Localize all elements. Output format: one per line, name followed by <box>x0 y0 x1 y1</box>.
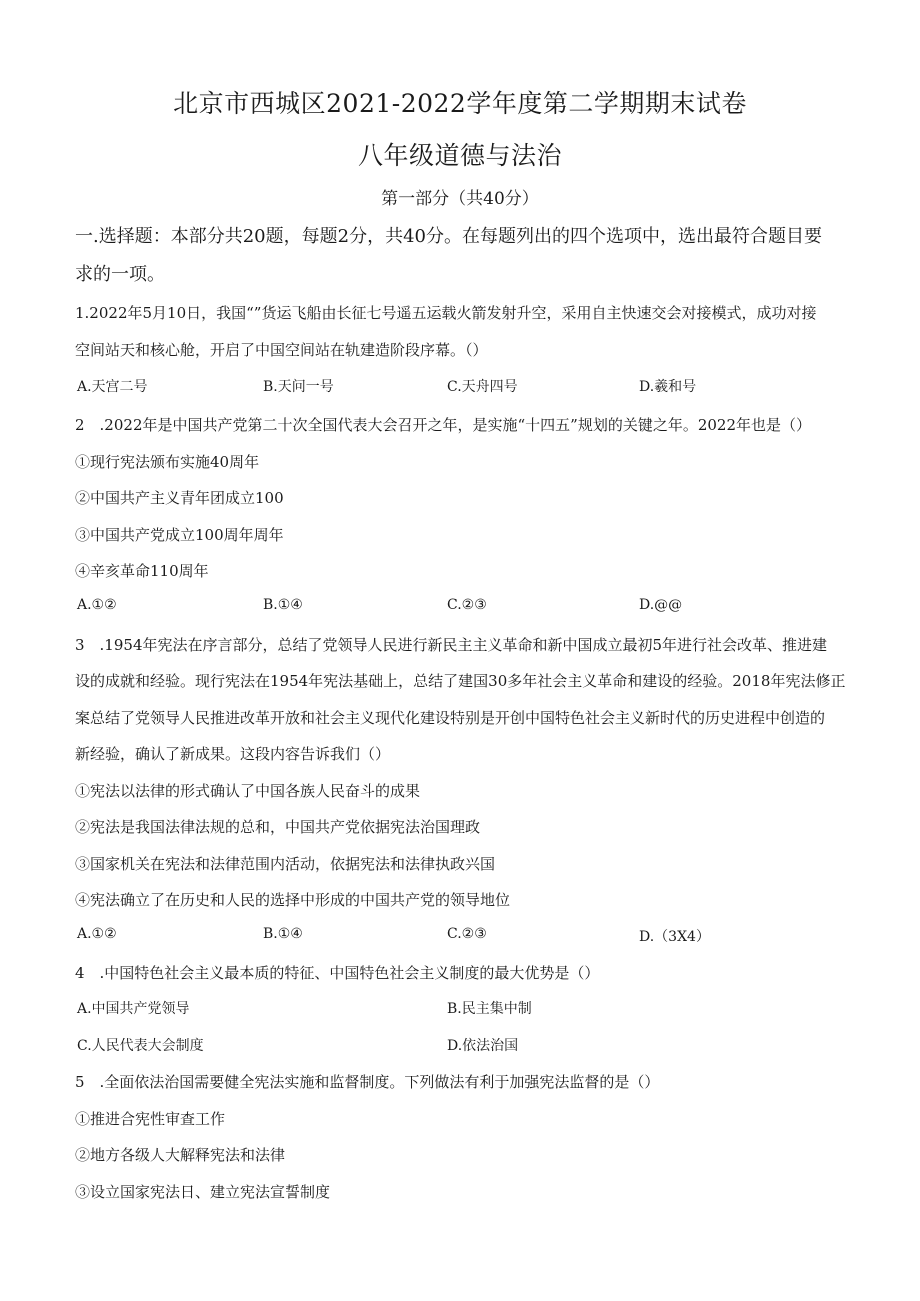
q1-option-c: C.天舟四号 <box>447 379 518 395</box>
q1-stem-line-1: 1.2022年5月10日，我国“”货运飞船由长征七号遥五运载火箭发射升空，采用自主快速交会对接模式，成功对接 <box>75 304 817 322</box>
q4-option-d: D.依法治国 <box>447 1038 519 1054</box>
q4-stem: 4 .中国特色社会主义最本质的特征、中国特色社会主义制度的最大优势是（） <box>75 964 600 982</box>
q3-stem-line-1: 3 .1954年宪法在序言部分，总结了党领导人民进行新民主主义革命和新中国成立最初5年进行社会改革、推进建 <box>75 636 828 654</box>
q1-option-a: A.天宫二号 <box>77 379 148 395</box>
q3-item-2: ②宪法是我国法律法规的总和，中国共产党依据宪法治国理政 <box>75 818 481 836</box>
q3-stem-line-4: 新经验，确认了新成果。这段内容告诉我们（） <box>75 745 391 763</box>
q4-option-c: C.人民代表大会制度 <box>77 1038 204 1054</box>
exam-subtitle: 八年级道德与法治 <box>357 141 562 170</box>
q2-option-d: D.@@ <box>639 597 683 613</box>
q2-option-b: B.①④ <box>263 597 303 613</box>
q3-stem-line-3: 案总结了党领导人民推进改革开放和社会主义现代化建设特别是开创中国特色社会主义新时代的历史进程中创造的 <box>75 709 826 727</box>
q2-option-a: A.①② <box>77 597 117 613</box>
q3-option-d: D.（3X4） <box>639 929 710 945</box>
q1-stem-line-2: 空间站天和核心舱，开启了中国空间站在轨建造阶段序幕。（） <box>75 341 488 359</box>
q1-option-d: D.羲和号 <box>639 379 697 395</box>
part-heading: 第一部分（共40分） <box>381 189 539 209</box>
q4-option-a: A.中国共产党领导 <box>77 1001 190 1017</box>
exam-title: 北京市西城区2021-2022学年度第二学期期末试卷 <box>173 89 747 118</box>
q3-item-3: ③国家机关在宪法和法律范围内活动，依据宪法和法律执政兴国 <box>75 855 496 873</box>
q2-item-2: ②中国共产主义青年团成立100 <box>75 489 284 507</box>
q3-option-c: C.②③ <box>447 926 487 942</box>
q2-item-1: ①现行宪法颁布实施40周年 <box>75 453 260 471</box>
q2-item-4: ④辛亥革命110周年 <box>75 562 209 580</box>
q2-item-3: ③中国共产党成立100周年周年 <box>75 526 284 544</box>
section-instructions-line-1: 一.选择题：本部分共20题，每题2分，共40分。在每题列出的四个选项中，选出最符合题目要 <box>75 226 822 247</box>
q3-option-b: B.①④ <box>263 926 303 942</box>
q2-stem: 2 .2022年是中国共产党第二十次全国代表大会召开之年，是实施“十四五”规划的关键之年。2022年也是（） <box>75 416 812 434</box>
q5-item-1: ①推进合宪性审查工作 <box>75 1110 226 1128</box>
q3-item-1: ①宪法以法律的形式确认了中国各族人民奋斗的成果 <box>75 782 421 800</box>
q3-option-a: A.①② <box>77 926 117 942</box>
q3-item-4: ④宪法确立了在历史和人民的选择中形成的中国共产党的领导地位 <box>75 891 511 909</box>
q4-option-b: B.民主集中制 <box>447 1001 532 1017</box>
q3-stem-line-2: 设的成就和经验。现行宪法在1954年宪法基础上，总结了建国30多年社会主义革命和建设的经验。2018年宪法修正 <box>75 672 846 690</box>
q5-stem: 5 .全面依法治国需要健全宪法实施和监督制度。下列做法有利于加强宪法监督的是（） <box>75 1073 660 1091</box>
section-instructions-line-2: 求的一项。 <box>75 264 165 285</box>
q1-option-b: B.天问一号 <box>263 379 334 395</box>
q5-item-3: ③设立国家宪法日、建立宪法宣誓制度 <box>75 1183 331 1201</box>
q5-item-2: ②地方各级人大解释宪法和法律 <box>75 1146 286 1164</box>
q2-option-c: C.②③ <box>447 597 487 613</box>
